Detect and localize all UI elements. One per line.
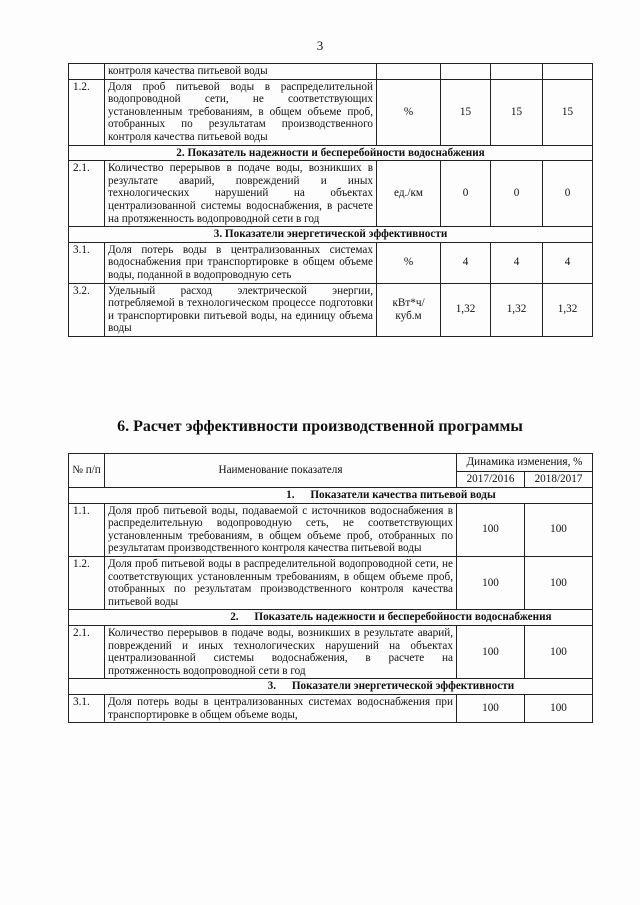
- value-cell: 100: [457, 694, 525, 722]
- value-cell: 100: [525, 503, 593, 556]
- period-header-2: 2018/2017: [525, 472, 593, 488]
- table-row: [69, 556, 593, 609]
- section-number: 3.: [267, 680, 277, 693]
- value-cell: 15: [491, 79, 543, 145]
- unit-cell: ед./км: [377, 161, 441, 227]
- value-cell: 1,32: [491, 283, 543, 336]
- table-row: [69, 625, 593, 678]
- value-cell: 15: [441, 79, 491, 145]
- value-cell: 100: [525, 694, 593, 722]
- period-header-1: 2017/2016: [457, 472, 525, 488]
- row-number: 2.1.: [69, 625, 105, 678]
- unit-cell: %: [377, 79, 441, 145]
- efficiency-table: [68, 453, 593, 723]
- table-row: [69, 161, 593, 227]
- indicator-name: Количество перерывов в подаче воды, возникших в результате аварий, повреждений и иных технологических нарушений на объектах централизованной системы водоснабжения, в расчете на протяженность водопроводной сети в год: [105, 625, 457, 678]
- value-cell: [491, 64, 543, 80]
- row-number: 3.1.: [69, 242, 105, 283]
- section-number: 2.: [230, 611, 239, 624]
- row-number: 1.1.: [69, 503, 105, 556]
- indicator-name: Доля потерь воды в централизованных системах водоснабжения при транспортировке в общем объеме воды, поданной в водопроводную сеть: [105, 242, 377, 283]
- section-label: Показатели качества питьевой воды: [310, 489, 496, 501]
- value-cell: 1,32: [441, 283, 491, 336]
- table-row: [69, 283, 593, 336]
- value-cell: 0: [543, 161, 593, 227]
- row-number: 3.1.: [69, 694, 105, 722]
- table-row: [69, 79, 593, 145]
- indicator-name: Доля проб питьевой воды в распределительной водопроводной сети, не соответствующих установленным требованиям, в общем объеме проб, отобранных по результатам производственного контроля качества питьевой воды: [105, 79, 377, 145]
- value-cell: 1,32: [543, 283, 593, 336]
- section-title: 3. Показатели энергетической эффективности: [69, 227, 593, 243]
- table-row: [69, 242, 593, 283]
- indicator-name: Доля потерь воды в централизованных системах водоснабжения при транспортировке в общем объеме воды,: [105, 694, 457, 722]
- value-cell: 0: [491, 161, 543, 227]
- section-title: [69, 610, 593, 626]
- value-cell: [543, 64, 593, 80]
- value-cell: 100: [525, 556, 593, 609]
- table-row: [69, 694, 593, 722]
- value-cell: 100: [457, 556, 525, 609]
- section-heading: 6. Расчет эффективности производственной программы: [117, 418, 523, 435]
- row-number: 2.1.: [69, 161, 105, 227]
- indicator-name: Доля проб питьевой воды в распределительной водопроводной сети, не соответствующих установленным требованиям, в общем объеме проб, отобранных по результатам производственного контроля качества питьевой воды: [105, 556, 457, 609]
- indicator-name: Удельный расход электрической энергии, потребляемой в технологическом процессе подготовки и транспортировки питьевой воды, на единицу объема воды: [105, 283, 377, 336]
- section-label: Показатели энергетической эффективности: [291, 680, 515, 693]
- row-number: 1.2.: [69, 79, 105, 145]
- row-number: [69, 64, 105, 80]
- row-number: 3.2.: [69, 283, 105, 336]
- section-row: [69, 227, 593, 243]
- section-title: [69, 679, 593, 695]
- indicators-table: [68, 63, 593, 337]
- indicator-name: Количество перерывов в подаче воды, возникших в результате аварий, повреждений и иных технологических нарушений на объектах централизованной системы водоснабжения, в расчете на протяженность водопроводной сети в год: [105, 161, 377, 227]
- row-number: 1.2.: [69, 556, 105, 609]
- section-row: [69, 488, 593, 504]
- dynamics-header: Динамика изменения, %: [457, 454, 593, 472]
- value-cell: 4: [543, 242, 593, 283]
- section-title: [69, 488, 593, 504]
- name-header: Наименование показателя: [105, 454, 457, 488]
- value-cell: [441, 64, 491, 80]
- value-cell: 4: [441, 242, 491, 283]
- unit-cell: [377, 64, 441, 80]
- value-cell: 100: [457, 503, 525, 556]
- value-cell: 15: [543, 79, 593, 145]
- value-cell: 4: [491, 242, 543, 283]
- table-row: [69, 64, 593, 80]
- section-label: Показатель надежности и бесперебойности водоснабжения: [254, 611, 552, 624]
- value-cell: 100: [457, 625, 525, 678]
- section-row: [69, 145, 593, 161]
- table-row: [69, 503, 593, 556]
- indicator-name: контроля качества питьевой воды: [105, 64, 377, 80]
- num-header: № п/п: [69, 454, 105, 488]
- page-number: 3: [316, 38, 324, 53]
- value-cell: 100: [525, 625, 593, 678]
- unit-cell: %: [377, 242, 441, 283]
- value-cell: 0: [441, 161, 491, 227]
- section-row: [69, 679, 593, 695]
- indicator-name: Доля проб питьевой воды, подаваемой с источников водоснабжения в распределительную водопроводную сеть, не соответствующих установленным требованиям, в общем объеме проб, отобранных по результатам производственного контроля качества питьевой воды: [105, 503, 457, 556]
- unit-cell: кВт*ч/ куб.м: [377, 283, 441, 336]
- section-title: 2. Показатель надежности и бесперебойности водоснабжения: [69, 145, 593, 161]
- section-row: [69, 610, 593, 626]
- section-number: 1.: [286, 489, 295, 501]
